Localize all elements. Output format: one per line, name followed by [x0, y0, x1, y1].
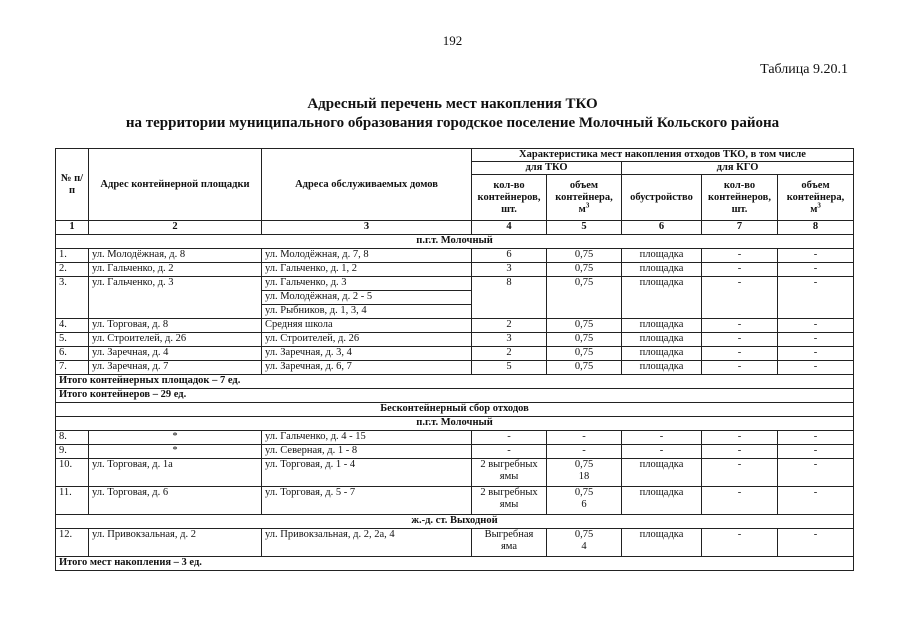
table-cell: ул. Торговая, д. 5 - 7 [262, 487, 472, 515]
table-cell: 1 [56, 221, 89, 235]
table-cell: ул. Привокзальная, д. 2 [89, 529, 262, 557]
page-number: 192 [442, 33, 463, 48]
header-address: Адрес контейнерной площадки [89, 149, 262, 221]
table-cell: - [778, 445, 854, 459]
table-cell: 4. [56, 319, 89, 333]
table-cell: - [472, 445, 547, 459]
table-cell: ул. Северная, д. 1 - 8 [262, 445, 472, 459]
table-cell: 8 [472, 277, 547, 319]
served-address: ул. Рыбников, д. 1, 3, 4 [262, 305, 472, 319]
table-cell: ул. Заречная, д. 4 [89, 347, 262, 361]
table-cell: 7. [56, 361, 89, 375]
table-cell: - [702, 529, 778, 557]
table-cell: площадка [622, 263, 702, 277]
table-cell: 3. [56, 277, 89, 319]
table-cell: ул. Гальченко, д. 3 [89, 277, 262, 319]
title-line-1: Адресный перечень мест накопления ТКО [307, 96, 598, 112]
table-cell: ул. Привокзальная, д. 2, 2а, 4 [262, 529, 472, 557]
table-cell: 2. [56, 263, 89, 277]
table-row [56, 445, 854, 459]
table-cell: 0,75 [547, 361, 622, 375]
table-cell: ул. Торговая, д. 8 [89, 319, 262, 333]
table-cell: ул. Строителей, д. 26 [89, 333, 262, 347]
table-cell: - [702, 277, 778, 319]
table-cell: - [702, 347, 778, 361]
table-cell: Средняя школа [262, 319, 472, 333]
table-cell: 10. [56, 459, 89, 487]
table-cell: 3 [262, 221, 472, 235]
table-cell: - [622, 445, 702, 459]
table-cell: 5. [56, 333, 89, 347]
table-row [56, 361, 854, 375]
header-num: № п/п [56, 149, 89, 221]
table-cell: 2 [472, 319, 547, 333]
table-cell: 7 [702, 221, 778, 235]
table-cell: - [547, 445, 622, 459]
table-cell: - [702, 445, 778, 459]
table-cell: - [778, 459, 854, 487]
table-row [56, 487, 854, 515]
table-cell: - [778, 277, 854, 319]
table-cell: * [89, 445, 262, 459]
table-cell: ул. Торговая, д. 1а [89, 459, 262, 487]
table-cell: ул. Молодёжная, д. 8 [89, 249, 262, 263]
table-cell: ул. Торговая, д. 1 - 4 [262, 459, 472, 487]
title-line-2: на территории муниципального образования городское поселение Молочный Кольского района [125, 115, 780, 131]
table-cell: 2 выгребных ямы [472, 487, 547, 515]
table-cell: ул. Гальченко, д. 1, 2 [262, 263, 472, 277]
table-cell: - [547, 431, 622, 445]
table-cell: 8 [778, 221, 854, 235]
table-row [56, 249, 854, 263]
table-cell: ул. Строителей, д. 26 [262, 333, 472, 347]
table-cell: площадка [622, 319, 702, 333]
table-cell: - [702, 249, 778, 263]
table-cell: - [778, 487, 854, 515]
table-row [56, 529, 854, 557]
table-cell: - [778, 249, 854, 263]
table-cell: ул. Молодёжная, д. 7, 8 [262, 249, 472, 263]
header-volume: объем контейнера, $м^3$ [547, 175, 622, 221]
table-cell: - [778, 263, 854, 277]
table-cell: - [702, 333, 778, 347]
table-cell: - [778, 361, 854, 375]
table-cell: площадка [622, 487, 702, 515]
waste-sites-table [55, 148, 854, 571]
table-row [56, 277, 854, 291]
section-heading-containerless: Бесконтейнерный сбор отходов [56, 403, 854, 417]
table-cell: 6 [472, 249, 547, 263]
table-label: Таблица 9.20.1 [760, 62, 848, 77]
table-cell: 12. [56, 529, 89, 557]
table-cell: - [702, 487, 778, 515]
table-cell: 0,75 [547, 333, 622, 347]
table-cell: - [702, 263, 778, 277]
table-cell: 6. [56, 347, 89, 361]
table-cell: ул. Гальченко, д. 2 [89, 263, 262, 277]
table-cell: 0,75 [547, 319, 622, 333]
table-cell: площадка [622, 529, 702, 557]
served-address: ул. Молодёжная, д. 2 - 5 [262, 291, 472, 305]
section-heading: п.г.т. Молочный [56, 417, 854, 431]
document-title [0, 95, 905, 133]
table-cell: ул. Гальченко, д. 3 [262, 277, 472, 291]
header-equipment: обустройство [622, 175, 702, 221]
table-cell: - [622, 431, 702, 445]
table-cell: площадка [622, 459, 702, 487]
table-cell: - [472, 431, 547, 445]
table-cell: * [89, 431, 262, 445]
table-cell: 4 [472, 221, 547, 235]
header-kgo-count: кол-во контейнеров, шт. [702, 175, 778, 221]
header-count: кол-во контейнеров, шт. [472, 175, 547, 221]
table-cell: 3 [472, 263, 547, 277]
section-heading: п.г.т. Молочный [56, 235, 854, 249]
total-sites: Итого контейнерных площадок – 7 ед. [56, 375, 854, 389]
table-cell: 9. [56, 445, 89, 459]
table-row [56, 347, 854, 361]
table-row [56, 459, 854, 487]
table-cell: 0,75 [547, 249, 622, 263]
table-cell: - [778, 529, 854, 557]
table-cell: 0,75 4 [547, 529, 622, 557]
table-cell: площадка [622, 333, 702, 347]
table-cell: ул. Заречная, д. 7 [89, 361, 262, 375]
table-cell: - [778, 319, 854, 333]
header-tko: для ТКО [472, 162, 622, 175]
table-cell: ул. Заречная, д. 6, 7 [262, 361, 472, 375]
table-cell: 8. [56, 431, 89, 445]
table-cell: 0,75 [547, 263, 622, 277]
section-heading: ж.-д. ст. Выходной [56, 515, 854, 529]
table-cell: площадка [622, 277, 702, 319]
table-cell: - [778, 333, 854, 347]
table-cell: - [702, 459, 778, 487]
header-served: Адреса обслуживаемых домов [262, 149, 472, 221]
table-cell: - [702, 319, 778, 333]
table-cell: 5 [547, 221, 622, 235]
table-cell: - [702, 431, 778, 445]
table-cell: ул. Гальченко, д. 4 - 15 [262, 431, 472, 445]
table-cell: 0,75 18 [547, 459, 622, 487]
header-kgo-volume: объем контейнера, $м^3$ [778, 175, 854, 221]
total-containers: Итого контейнеров – 29 ед. [56, 389, 854, 403]
table-cell: 2 [89, 221, 262, 235]
table-cell: - [778, 431, 854, 445]
table-cell: - [702, 361, 778, 375]
table-cell: - [778, 347, 854, 361]
table-cell: 2 выгребных ямы [472, 459, 547, 487]
table-cell: площадка [622, 347, 702, 361]
table-cell: 2 [472, 347, 547, 361]
table-cell: 11. [56, 487, 89, 515]
header-characteristics: Характеристика мест накопления отходов ТКО, в том числе [472, 149, 854, 162]
table-row [56, 431, 854, 445]
table-cell: 1. [56, 249, 89, 263]
table-cell: 6 [622, 221, 702, 235]
column-numbers-row [56, 221, 854, 235]
table-row [56, 333, 854, 347]
table-cell: ул. Заречная, д. 3, 4 [262, 347, 472, 361]
table-cell: 0,75 6 [547, 487, 622, 515]
total-places: Итого мест накопления – 3 ед. [56, 557, 854, 571]
table-row [56, 263, 854, 277]
table-cell: 3 [472, 333, 547, 347]
table-cell: площадка [622, 361, 702, 375]
table-cell: 0,75 [547, 277, 622, 319]
table-cell: Выгребная яма [472, 529, 547, 557]
table-cell: ул. Торговая, д. 6 [89, 487, 262, 515]
header-kgo: для КГО [622, 162, 854, 175]
table-cell: площадка [622, 249, 702, 263]
table-cell: 5 [472, 361, 547, 375]
table-row [56, 319, 854, 333]
table-cell: 0,75 [547, 347, 622, 361]
